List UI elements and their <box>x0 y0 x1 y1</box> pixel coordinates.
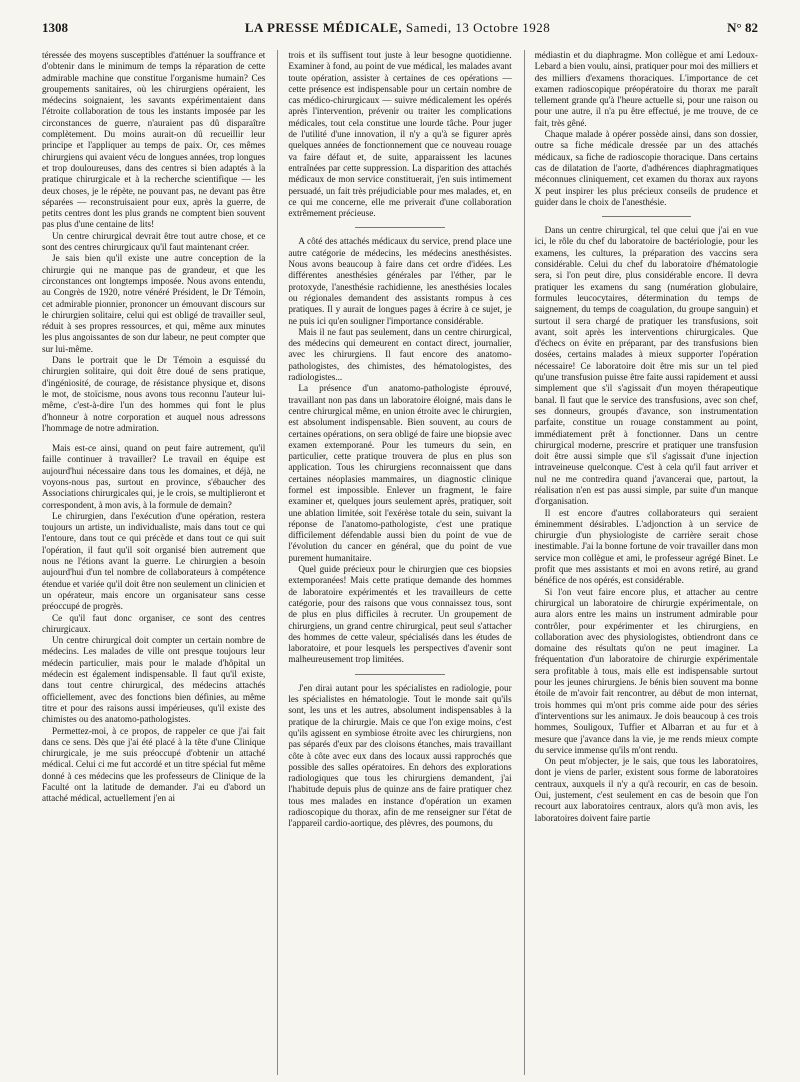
paragraph: Dans le portrait que le Dr Témoin a esquissé du chirurgien solitaire, qui doit être doué de sens pratique, d'ingéniosité, de courage, de résistance physique et, disons le mot, de stoïcisme, nous avons tous reconnu l'auteur lui-même, c'est-à-dire l'un des hommes qui font le plus d'honneur à notre corporation et auquel nous adressons l'hommage de notre admiration. <box>42 355 266 433</box>
section-divider <box>355 674 444 675</box>
paragraph: Quel guide précieux pour le chirurgien que ces biopsies extemporanées! Mais cette pratique demande des hommes de laboratoire expérimentés et les travailleurs de cette catégorie, pour des raisons que vous connaissez tous, sont de plus en plus difficiles à recruter. Un groupement de chirurgiens, un grand centre chirurgical, peut seul s'attacher des hommes de cette valeur, spécialisés dans les études de laboratoire, et pour lesquels les perspectives d'avenir sont malheureusement trop limitées. <box>288 564 512 665</box>
column-1 <box>42 50 265 1075</box>
column-2 <box>277 50 511 1075</box>
paragraph: Je sais bien qu'il existe une autre conception de la chirurgie qui ne manque pas de grandeur, et que les circonstances ont longtemps imposée. Nous avons entendu, au Congrès de 1920, notre vénéré Président, le Dr Témoin, cet admirable pionnier, prononcer un émouvant discours sur le chirurgien solitaire, celui qui est obligé de travailler seul, réduit à ses propres ressources, et qui, même aux minutes les plus angoissantes de son dur labeur, ne peut compter que sur lui-même. <box>42 253 266 354</box>
journal-name: LA PRESSE MÉDICALE, <box>244 20 403 35</box>
column-3 <box>524 50 758 1075</box>
paragraph: Si l'on veut faire encore plus, et attacher au centre chirurgical un laboratoire de chirurgie expérimentale, on aura alors entre les mains un instrument admirable pour contrôler, pour expérimenter et les chirurgiens, en collaboration avec des physiologistes, obtiendront dans ce domaine des résultats qu'on ne peut imaginer. La fréquentation d'un laboratoire de chirurgie expérimentale sera profitable à tous, mais elle est indispensable surtout pour les jeunes chirurgiens. Je bénis bien souvent ma bonne étoile de m'avoir fait rencontrer, au début de mon internat, trois hommes qui m'ont pris comme aide pour des séries d'interventions sur les animaux. Je dois beaucoup à ces trois hommes, Souligoux, Tuffier et Albarran et au fur et à mesure que j'avance dans la vie, je me rends mieux compte du service immense qu'ils m'ont rendu. <box>534 586 758 755</box>
paragraph: Le chirurgien, dans l'exécution d'une opération, restera toujours un artiste, un individualiste, mais dans tout ce qui l'entoure, dans tout ce qui précède et dans tout ce qui suit l'opération, il faut qu'il soit organisé bien autrement que nous ne l'étions avant la guerre. Le chirurgien a besoin aujourd'hui d'un tel nombre de collaborateurs à compétence étendue et variée qu'il doit être non seulement un clinicien et un opérateur, mais encore un organisateur sans cesse préoccupé de progrès. <box>42 510 266 612</box>
paragraph: J'en dirai autant pour les spécialistes en radiologie, pour les spécialistes en hématologie. Tout le monde sait qu'ils sont, les uns et les autres, absolument indispensables à la pratique de la chirurgie. Mais ce que l'on exige moins, c'est qu'ils agissent en symbiose étroite avec les chirurgiens, non pas séparés d'eux par des cloisons étanches, mais travaillant côte à côte avec eux dans des locaux aussi rapprochés que possible des salles opératoires. En dehors des explorations radiologiques que tous les chirurgiens demandent, j'ai l'habitude depuis plus de quinze ans de faire pratiquer chez tous mes malades en instance d'opération un examen radioscopique du thorax, afin de me renseigner sur l'état de l'appareil cardio-aortique, des plèvres, des poumons, du <box>288 682 512 829</box>
page-header <box>42 20 758 40</box>
paragraph: Ce qu'il faut donc organiser, ce sont des centres chirurgicaux. <box>42 612 266 634</box>
issue-number: N° 82 <box>727 20 758 35</box>
paragraph: Mais il ne faut pas seulement, dans un centre chirurgical, des médecins qui demeurent en contact direct, journalier, avec les chirurgiens. Il faut encore des anatomo-pathologistes, des chimistes, des hématologistes, des radiologistes... <box>288 326 512 383</box>
section-divider <box>355 227 444 228</box>
paragraph: Permettez-moi, à ce propos, de rappeler ce que j'ai fait dans ce sens. Dès que j'ai été placé à la tête d'une Clinique chirurgicale, je me suis préoccupé d'obtenir un attaché médical. Celui ci me fut accordé et un titre spécial fut même donné à ces médecins que les professeurs de Clinique de la Faculté ont la latitude de demander. J'ai eu d'abord un attaché médical, actuellement j'en ai <box>42 725 266 804</box>
paragraph: La présence d'un anatomo-pathologiste éprouvé, travaillant non pas dans un laboratoire éloigné, mais dans le centre chirurgical même, en union étroite avec le chirurgien, est absolument indispensable. Bien souvent, au cours de certaines opérations, on sera obligé de faire une biopsie avec examen extemporané. Pour les tumeurs du sein, en particulier, cette pratique trouvera de plus en plus son application. Tous les chirurgiens reconnaissent que dans certaines néoplasies mammaires, un diagnostic clinique formel est impossible. Enlever un fragment, le faire examiner et, quelques jours seulement après, pratiquer, soit une ablation limitée, soit l'exérèse totale du sein, suivant la réponse de l'anatomo-pathologiste, c'est une pratique difficilement défendable aussi bien du point de vue de l'évolution du cancer en général, que du point de vue purement humanitaire. <box>288 383 512 563</box>
paragraph: médiastin et du diaphragme. Mon collègue et ami Ledoux-Lebard a bien voulu, ainsi, pratiquer pour moi des milliers et des milliers d'examens thoraciques. L'importance de cet examen radioscopique préopératoire du thorax me paraît tellement grande qu'à l'heure actuelle si, pour une raison ou pour une autre, il n'a pu être effectué, je me trouve, de ce fait, très gêné. <box>534 50 758 128</box>
paragraph: Un centre chirurgical devrait être tout autre chose, et ce sont des centres chirurgicaux qu'il faut maintenant créer. <box>42 230 266 253</box>
paragraph: A côté des attachés médicaux du service, prend place une autre catégorie de médecins, les médecins anesthésistes. Nous avons beaucoup à faire dans cet ordre d'idées. Les différentes anesthésies générales par l'éther, par le protoxyde, l'anesthésie rachidienne, les anesthésies locales ou régionales demandent des assistants rompus à ces pratiques. Il y aurait de longues pages à écrire à ce sujet, je ne puis ici qu'en souligner l'importance considérable. <box>288 236 512 326</box>
article-columns <box>42 50 758 1075</box>
paragraph: Un centre chirurgical doit compter un certain nombre de médecins. Les malades de ville ont presque toujours leur médecin particulier, mais pour le malade d'hôpital un médecin est également indispensable. Il faut qu'il existe, dans tout centre chirurgical, des médecins attachés officiellement, avec des fonctions bien définies, au même titre et pour des raisons aussi impérieuses, qu'il existe des chimistes ou des anatomo-pathologistes. <box>42 635 266 725</box>
paragraph: Il est encore d'autres collaborateurs qui seraient éminemment désirables. L'adjonction à un service de chirurgie d'un physiologiste de carrière serait chose inestimable. J'ai la bonne fortune de voir travailler dans mon service mon collègue et ami, le professeur agrégé Binet. Le profit que mes assistants et moi en avons retiré, au grand bénéfice de nos opérés, est considérable. <box>534 507 758 586</box>
paragraph: On peut m'objecter, je le sais, que tous les laboratoires, dont je viens de parler, existent sous forme de laboratoires centraux, auxquels il n'y a qu'à recourir, en cas de besoin. Oui, justement, c'est seulement en cas de besoin que l'on recourt aux laboratoires centraux, alors qu'à mon avis, les laboratoires doivent faire partie <box>534 756 758 823</box>
paragraph: trois et ils suffisent tout juste à leur besogne quotidienne. Examiner à fond, au point de vue médical, les malades avant toute opération, assister à certaines de ces opérations — cette présence est indispensable pour un certain nombre de cas médico-chirurgicaux — suivre médicalement les opérés après l'intervention, prévenir ou traiter les complications médicales, tout cela constitue une lourde tâche. Pour juger de l'utilité d'une innovation, il n'y a qu'à se figurer après quelques années de fonctionnement que ce nouveau rouage va faire défaut et, de suite, apparaissent les lacunes entraînées par cette suppression. La disparition des attachés médicaux de mon service constituerait, j'en suis intimement persuadé, un fait très préjudiciable pour mes malades, et, en ce qui me concerne, elle me priverait d'une collaboration extrêmement précieuse. <box>288 50 512 219</box>
page-number: 1308 <box>42 20 68 35</box>
section-divider <box>602 216 691 217</box>
paragraph: Chaque malade à opérer possède ainsi, dans son dossier, outre sa fiche médicale dressée par un des attachés médicaux, sa fiche de radioscopie thoracique. Dans certains cas de dilatation de l'aorte, d'adhérences diaphragmatiques méconnues cliniquement, cet examen du thorax aux rayons X peut inspirer les plus précieux conseils de prudence et guider dans le choix de l'anesthésie. <box>534 129 758 207</box>
journal-title <box>245 20 550 36</box>
paragraph: Mais est-ce ainsi, quand on peut faire autrement, qu'il faille continuer à travailler? Le travail en équipe est aujourd'hui nécessaire dans tous les domaines, et déjà, ne voyons-nous pas, surtout en province, s'ébaucher des Associations chirurgicales qui, je le crois, se multiplieront et correspondent, à mon avis, à la formule de demain? <box>42 443 266 510</box>
paragraph: téressée des moyens susceptibles d'atténuer la souffrance et d'obtenir dans le minimum de temps la réparation de cette admirable machine que constitue l'organisme humain? Ces groupements sanitaires, où les chirurgiens opéraient, les médecins soignaient, les savants expérimentaient dans l'étroite collaboration de tous les instants imposée par les circonstances de guerre, n'auraient pas dû disparaître complètement. Du moins aurait-on dû recueillir leur principe et l'appliquer au temps de paix. Or, ces mêmes chirurgiens qui avaient vécu de longues années, trop longues et trop douloureuses, dans des centres si bien adaptés à la pratique chirurgicale et à la recherche scientifique — les deux choses, je le répète, ne pouvant pas, ne devant pas être séparées — reconstruisaient pour eux, après la guerre, de petits centres dont les plus grands ne comptent bien souvent pas plus d'une centaine de lits! <box>42 50 266 230</box>
issue-date: Samedi, 13 Octobre 1928 <box>405 20 551 35</box>
paragraph: Dans un centre chirurgical, tel que celui que j'ai en vue ici, le rôle du chef du laboratoire de bactériologie, pour les examens, les cultures, la préparation des vaccins sera considérable. Celui du chef du laboratoire d'hématologie sera, si l'on peut dire, plus considérable encore. Il devra pratiquer les examens du sang (numération globulaire, formules leucocytaires, détermination du temps de saignement, du temps de coagulation, du groupe sanguin) et surtout il sera chargé de pratiquer les transfusions, soit avant, soit après les interventions chirurgicales. Que d'échecs on évite en préparant, par des transfusions bien dosées, certains malades à mieux supporter l'opération nécessaire! Ce laboratoire doit être mis sur un tel pied qu'une transfusion puisse être faite aussi rapidement et aussi simplement que s'il s'agissait d'un moyen thérapeutique banal. Il faut que le service des transfusions, avec son chef, ses donneurs, groupés d'avance, son instrumentation parfaite, constitue un rouage constamment au point, immédiatement prêt à fonctionner. Dans un centre chirurgical moderne, prescrire et pratiquer une transfusion doit être aussi simple que s'il s'agissait d'une injection intraveineuse quelconque. C'est à cela qu'il faut arriver et nul ne me contredira quand j'avancerai que, partout, la réalisation n'en est pas aussi simple, par suite d'un manque d'organisation. <box>534 225 758 507</box>
